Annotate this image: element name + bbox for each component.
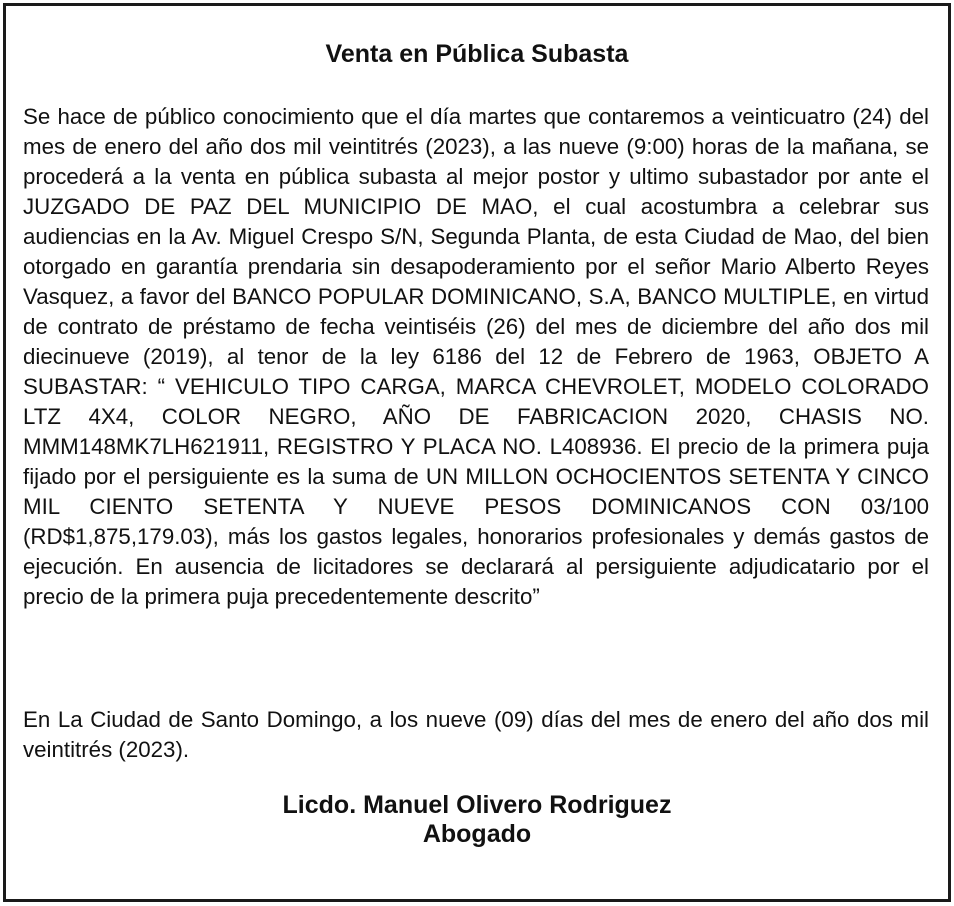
notice-body-paragraph: Se hace de público conocimiento que el día martes que contaremos a veinticuatro (24) del mes de enero del año dos mil veintitrés (2023), a las nueve (9:00) horas de la mañana, se procederá a la venta en pública subasta al mejor postor y ultimo subastador por ante el JUZGADO DE PAZ DEL MUNICIPIO DE MAO, el cual acostumbra a celebrar sus audiencias en la Av. Miguel Crespo S/N, Segunda Planta, de esta Ciudad de Mao, del bien otorgado en garantía prendaria sin desapoderamiento por el señor Mario Alberto Reyes Vasquez, a favor del BANCO POPULAR DOMINICANO, S.A, BANCO MULTIPLE, en virtud de contrato de préstamo de fecha veintiséis (26) del mes de diciembre del año dos mil diecinueve (2019), al tenor de la ley 6186 del 12 de Febrero de 1963, OBJETO A SUBASTAR: “ VEHICULO TIPO CARGA, MARCA CHEVROLET, MODELO COLORADO LTZ 4X4, COLOR NEGRO, AÑO DE FABRICACION 2020, CHASIS NO. MMM148MK7LH621911, REGISTRO Y PLACA NO. L408936. El precio de la primera puja fijado por el persiguiente es la suma de UN MILLON OCHOCIENTOS SETENTA Y CINCO MIL CIENTO SETENTA Y NUEVE PESOS DOMINICANOS CON 03/100 (RD$1,875,179.03), más los gastos legales, honorarios profesionales y demás gastos de ejecución. En ausencia de licitadores se declarará al persiguiente adjudicatario por el precio de la primera puja precedentemente descrito” (23, 104, 929, 609)
legal-notice-frame (3, 3, 951, 902)
notice-date-paragraph: En La Ciudad de Santo Domingo, a los nueve (09) días del mes de enero del año dos mil veintitrés (2023). (23, 707, 929, 762)
signer-name: Licdo. Manuel Olivero Rodriguez (282, 791, 672, 819)
signer-role: Abogado (422, 820, 532, 848)
signature-block (6, 791, 948, 849)
notice-title: Venta en Pública Subasta (325, 40, 629, 68)
